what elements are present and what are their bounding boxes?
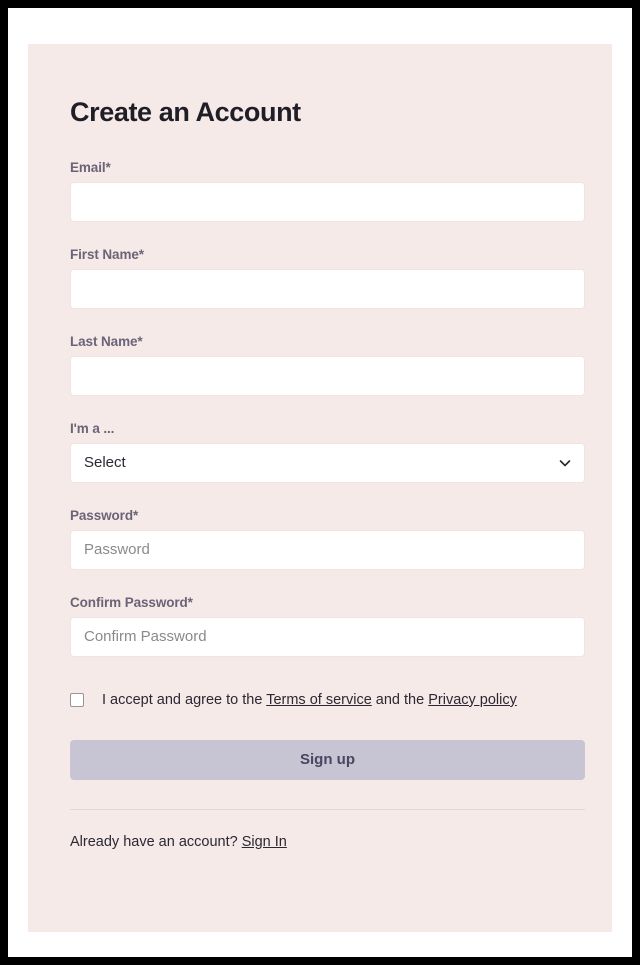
field-email: [70, 160, 585, 222]
terms-of-service-link[interactable]: Terms of service: [266, 691, 372, 708]
first-name-label: First Name*: [70, 246, 144, 262]
field-first-name: [70, 247, 585, 309]
field-last-name: [70, 334, 585, 396]
confirm-password-input[interactable]: [70, 617, 585, 657]
footer-text: Already have an account?: [70, 833, 238, 850]
consent-text-middle: and the: [375, 691, 425, 708]
browser-viewport: [8, 8, 632, 957]
footer-divider: [70, 809, 585, 810]
email-input[interactable]: [70, 182, 585, 222]
signup-form: [70, 44, 585, 850]
consent-row: [70, 691, 585, 710]
consent-text-before: I accept and agree to the: [102, 691, 263, 708]
role-label: I'm a ...: [70, 420, 115, 436]
password-label: Password*: [70, 507, 139, 523]
consent-text: [102, 691, 517, 710]
first-name-input[interactable]: [70, 269, 585, 309]
page-title: Create an Account: [70, 97, 301, 127]
password-input[interactable]: [70, 530, 585, 570]
role-select[interactable]: [70, 443, 585, 483]
confirm-password-label: Confirm Password*: [70, 594, 193, 610]
last-name-label: Last Name*: [70, 333, 143, 349]
last-name-input[interactable]: [70, 356, 585, 396]
terms-checkbox[interactable]: [70, 693, 84, 707]
sign-in-link[interactable]: Sign In: [241, 833, 287, 850]
signup-card: [28, 44, 612, 932]
footer-row: [70, 834, 585, 850]
privacy-policy-link[interactable]: Privacy policy: [428, 691, 517, 708]
field-password: [70, 508, 585, 570]
role-select-value: Select: [70, 443, 585, 483]
field-role: [70, 421, 585, 483]
sign-up-button[interactable]: Sign up: [70, 740, 585, 780]
field-confirm-password: [70, 595, 585, 657]
email-label: Email*: [70, 159, 111, 175]
